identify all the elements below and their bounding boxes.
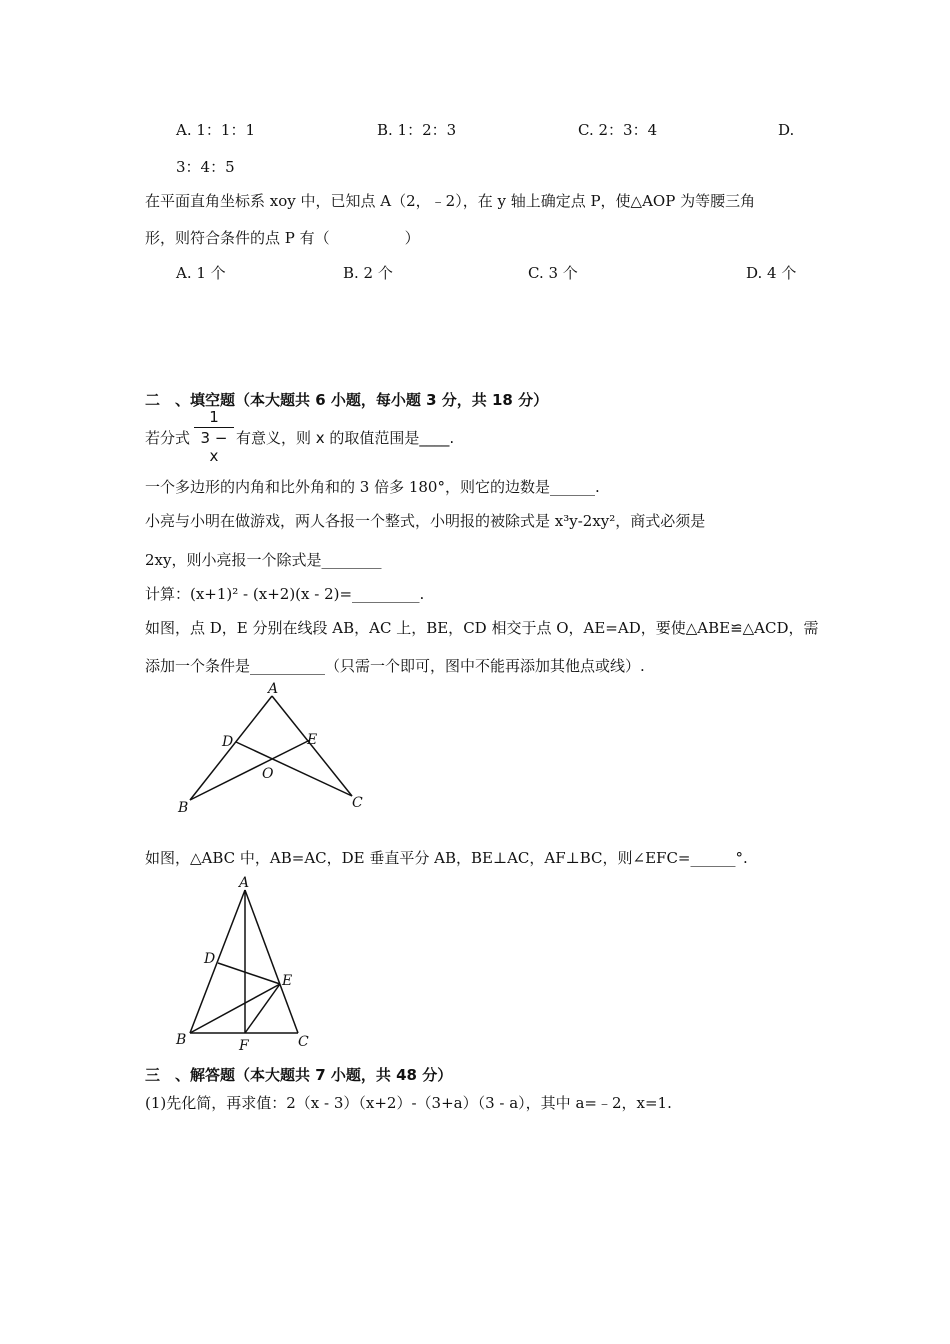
coord-option-b: B. 2 个 [343, 264, 393, 282]
segment-be [190, 984, 280, 1033]
fill-q1-prefix: 若分式 [145, 429, 191, 447]
option-d: D. [778, 121, 795, 139]
label-b: B [176, 1032, 187, 1048]
fraction [194, 408, 234, 465]
option-c: C. 2：3：4 [578, 121, 658, 139]
fill-q6: 如图，△ABC 中，AB=AC，DE 垂直平分 AB，BE⊥AC，AF⊥BC，则∠EFC=______°. [145, 849, 748, 867]
fraction-bar [194, 427, 234, 428]
segment-de [218, 963, 280, 984]
label-e: E [282, 973, 293, 989]
question-coord-line2: 形，则符合条件的点 P 有（ ） [145, 229, 420, 247]
coord-option-a: A. 1 个 [176, 264, 226, 282]
label-e: E [307, 732, 318, 748]
segment-fe [245, 984, 280, 1033]
answer-q1: (1)先化简，再求值：2（x - 3）（x+2）-（3+a）（3 - a），其中 a=﹣2，x=1. [145, 1094, 672, 1112]
label-c: C [298, 1034, 309, 1050]
fill-q1-suffix: 有意义，则 x 的取值范围是____. [236, 429, 455, 447]
label-c: C [352, 795, 363, 811]
option-a: A. 1：1：1 [176, 121, 255, 139]
label-a: A [268, 681, 279, 697]
label-d: D [222, 734, 234, 750]
label-d: D [204, 951, 216, 967]
coord-option-d: D. 4 个 [746, 264, 797, 282]
figure-triangle-abc-1 [170, 680, 370, 820]
figure-triangle-abc-2 [170, 870, 320, 1055]
fill-q3-line1: 小亮与小明在做游戏，两人各报一个整式，小明报的被除式是 x³y-2xy²，商式必须是 [145, 512, 706, 530]
label-b: B [178, 800, 189, 816]
fill-q4: 计算：(x+1)² - (x+2)(x - 2)=_________. [145, 585, 425, 603]
option-b: B. 1：2：3 [377, 121, 457, 139]
fill-q5-line1: 如图，点 D，E 分别在线段 AB，AC 上，BE，CD 相交于点 O，AE=AD，要使△ABE≌△ACD，需 [145, 619, 819, 637]
section3-title: 三 、解答题（本大题共 7 小题，共 48 分） [145, 1066, 453, 1084]
label-a: A [239, 875, 250, 891]
coord-option-c: C. 3 个 [528, 264, 578, 282]
question-coord-line1: 在平面直角坐标系 xoy 中，已知点 A（2，﹣2），在 y 轴上确定点 P，使△AOP 为等腰三角 [145, 192, 756, 210]
segment-ac [245, 890, 298, 1033]
option-d-continued: 3：4：5 [176, 158, 235, 176]
fill-q3-line2: 2xy，则小亮报一个除式是________ [145, 551, 382, 569]
label-f: F [239, 1038, 249, 1054]
label-o: O [262, 766, 274, 782]
section2-title: 二 、填空题（本大题共 6 小题，每小题 3 分，共 18 分） [145, 391, 549, 409]
fill-q5-line2: 添加一个条件是__________（只需一个即可，图中不能再添加其他点或线）. [145, 657, 645, 675]
fraction-numerator: 1 [209, 408, 219, 426]
segment-ab [190, 890, 245, 1033]
fill-q2: 一个多边形的内角和比外角和的 3 倍多 180°，则它的边数是______. [145, 478, 600, 496]
fraction-denominator: 3 − x [200, 429, 228, 465]
